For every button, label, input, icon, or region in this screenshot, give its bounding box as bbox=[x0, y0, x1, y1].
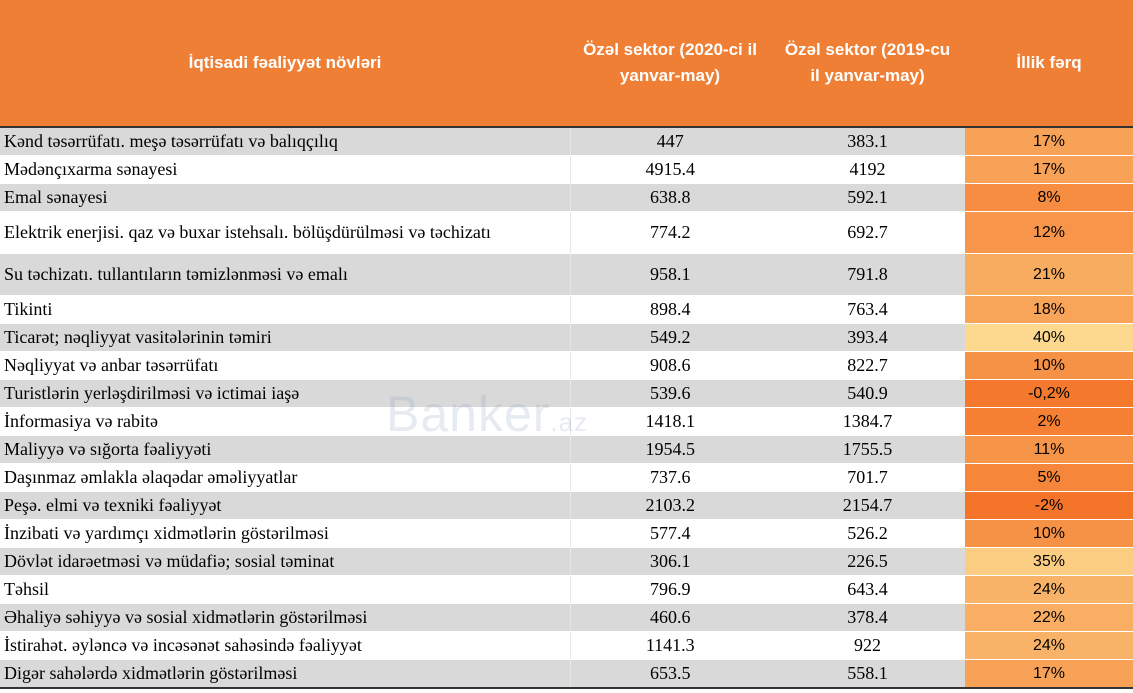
table-row bbox=[0, 660, 1133, 689]
activity-cell: Turistlərin yerləşdirilməsi və ictimai iaşə bbox=[0, 380, 570, 408]
value-2019-cell: 592.1 bbox=[770, 184, 965, 212]
annual-diff-cell: 10% bbox=[965, 352, 1133, 380]
value-2019-cell: 2154.7 bbox=[770, 492, 965, 520]
value-2020-cell: 539.6 bbox=[570, 380, 770, 408]
table-body bbox=[0, 127, 1133, 688]
activity-cell: Digər sahələrdə xidmətlərin göstərilməsi bbox=[0, 660, 570, 689]
value-2019-cell: 643.4 bbox=[770, 576, 965, 604]
activity-cell: Emal sənayesi bbox=[0, 184, 570, 212]
value-2020-cell: 774.2 bbox=[570, 212, 770, 254]
value-2019-cell: 526.2 bbox=[770, 520, 965, 548]
value-2020-cell: 1418.1 bbox=[570, 408, 770, 436]
watermark-suffix: .az bbox=[550, 407, 589, 437]
header-row bbox=[0, 0, 1133, 127]
activity-cell: Elektrik enerjisi. qaz və buxar istehsalı. bölüşdürülməsi və təchizatı bbox=[0, 212, 570, 254]
activity-cell: İstirahət. əyləncə və incəsənət sahəsində fəaliyyət bbox=[0, 632, 570, 660]
header-2019: Özəl sektor (2019-cu il yanvar-may) bbox=[770, 0, 965, 127]
value-2019-cell: 226.5 bbox=[770, 548, 965, 576]
annual-diff-cell: 24% bbox=[965, 576, 1133, 604]
activity-cell: Kənd təsərrüfatı. meşə təsərrüfatı və balıqçılıq bbox=[0, 127, 570, 156]
activity-cell: Nəqliyyat və anbar təsərrüfatı bbox=[0, 352, 570, 380]
table-row bbox=[0, 127, 1133, 156]
value-2019-cell: 692.7 bbox=[770, 212, 965, 254]
table-row bbox=[0, 254, 1133, 296]
value-2019-cell: 558.1 bbox=[770, 660, 965, 689]
activity-cell: Təhsil bbox=[0, 576, 570, 604]
value-2020-cell: 447 bbox=[570, 127, 770, 156]
table-row bbox=[0, 464, 1133, 492]
activity-cell: Tikinti bbox=[0, 296, 570, 324]
table-row bbox=[0, 324, 1133, 352]
value-2019-cell: 393.4 bbox=[770, 324, 965, 352]
annual-diff-cell: 22% bbox=[965, 604, 1133, 632]
annual-diff-cell: 2% bbox=[965, 408, 1133, 436]
table-row bbox=[0, 184, 1133, 212]
value-2020-cell: 577.4 bbox=[570, 520, 770, 548]
value-2020-cell: 898.4 bbox=[570, 296, 770, 324]
annual-diff-cell: 17% bbox=[965, 127, 1133, 156]
annual-diff-cell: 8% bbox=[965, 184, 1133, 212]
value-2020-cell: 796.9 bbox=[570, 576, 770, 604]
table-row bbox=[0, 576, 1133, 604]
table-row bbox=[0, 520, 1133, 548]
annual-diff-cell: 12% bbox=[965, 212, 1133, 254]
annual-diff-cell: 5% bbox=[965, 464, 1133, 492]
table-row bbox=[0, 380, 1133, 408]
annual-diff-cell: -0,2% bbox=[965, 380, 1133, 408]
activity-cell: Ticarət; nəqliyyat vasitələrinin təmiri bbox=[0, 324, 570, 352]
value-2020-cell: 908.6 bbox=[570, 352, 770, 380]
table-row bbox=[0, 296, 1133, 324]
value-2020-cell: 1954.5 bbox=[570, 436, 770, 464]
value-2019-cell: 378.4 bbox=[770, 604, 965, 632]
value-2020-cell: 4915.4 bbox=[570, 156, 770, 184]
activity-cell: Peşə. elmi və texniki fəaliyyət bbox=[0, 492, 570, 520]
value-2020-cell: 460.6 bbox=[570, 604, 770, 632]
value-2020-cell: 653.5 bbox=[570, 660, 770, 689]
annual-diff-cell: 21% bbox=[965, 254, 1133, 296]
annual-diff-cell: 11% bbox=[965, 436, 1133, 464]
table-row bbox=[0, 632, 1133, 660]
value-2020-cell: 1141.3 bbox=[570, 632, 770, 660]
value-2019-cell: 540.9 bbox=[770, 380, 965, 408]
value-2019-cell: 791.8 bbox=[770, 254, 965, 296]
annual-diff-cell: 35% bbox=[965, 548, 1133, 576]
activity-cell: İnzibati və yardımçı xidmətlərin göstərilməsi bbox=[0, 520, 570, 548]
activity-cell: Əhaliyə səhiyyə və sosial xidmətlərin göstərilməsi bbox=[0, 604, 570, 632]
table-row bbox=[0, 156, 1133, 184]
watermark-main: Banker bbox=[386, 386, 551, 442]
table-row bbox=[0, 436, 1133, 464]
value-2020-cell: 638.8 bbox=[570, 184, 770, 212]
header-2020: Özəl sektor (2020-ci il yanvar-may) bbox=[570, 0, 770, 127]
value-2020-cell: 958.1 bbox=[570, 254, 770, 296]
value-2020-cell: 306.1 bbox=[570, 548, 770, 576]
annual-diff-cell: 17% bbox=[965, 156, 1133, 184]
table-row bbox=[0, 492, 1133, 520]
annual-diff-cell: 10% bbox=[965, 520, 1133, 548]
annual-diff-cell: 17% bbox=[965, 660, 1133, 689]
activity-cell: İnformasiya və rabitə bbox=[0, 408, 570, 436]
value-2019-cell: 922 bbox=[770, 632, 965, 660]
value-2019-cell: 763.4 bbox=[770, 296, 965, 324]
value-2019-cell: 383.1 bbox=[770, 127, 965, 156]
annual-diff-cell: 40% bbox=[965, 324, 1133, 352]
activity-cell: Su təchizatı. tullantıların təmizlənməsi və emalı bbox=[0, 254, 570, 296]
value-2020-cell: 737.6 bbox=[570, 464, 770, 492]
activity-cell: Dövlət idarəetməsi və müdafiə; sosial təminat bbox=[0, 548, 570, 576]
value-2020-cell: 2103.2 bbox=[570, 492, 770, 520]
value-2019-cell: 1755.5 bbox=[770, 436, 965, 464]
value-2020-cell: 549.2 bbox=[570, 324, 770, 352]
activity-cell: Maliyyə və sığorta fəaliyyəti bbox=[0, 436, 570, 464]
table-row bbox=[0, 212, 1133, 254]
table-row bbox=[0, 548, 1133, 576]
annual-diff-cell: 18% bbox=[965, 296, 1133, 324]
value-2019-cell: 822.7 bbox=[770, 352, 965, 380]
annual-diff-cell: 24% bbox=[965, 632, 1133, 660]
table-row bbox=[0, 408, 1133, 436]
activity-cell: Mədənçıxarma sənayesi bbox=[0, 156, 570, 184]
table-row bbox=[0, 352, 1133, 380]
table-row bbox=[0, 604, 1133, 632]
annual-diff-cell: -2% bbox=[965, 492, 1133, 520]
header-diff: İllik fərq bbox=[965, 0, 1133, 127]
value-2019-cell: 4192 bbox=[770, 156, 965, 184]
header-activity: İqtisadi fəaliyyət növləri bbox=[0, 0, 570, 127]
value-2019-cell: 1384.7 bbox=[770, 408, 965, 436]
activity-cell: Daşınmaz əmlakla əlaqədar əməliyyatlar bbox=[0, 464, 570, 492]
value-2019-cell: 701.7 bbox=[770, 464, 965, 492]
